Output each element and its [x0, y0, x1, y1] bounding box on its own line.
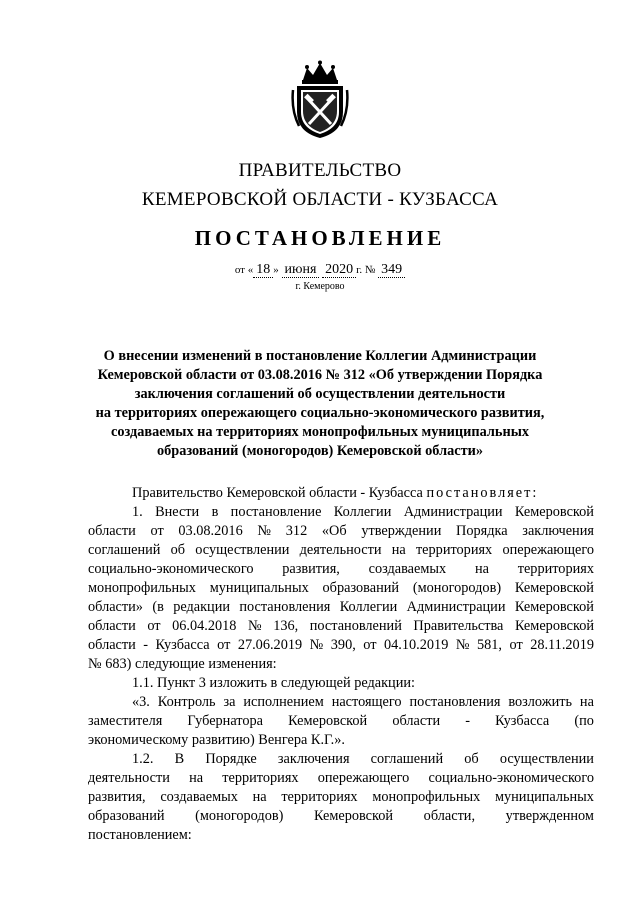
word: Коллегии: [339, 599, 398, 615]
word: территориях: [415, 542, 493, 558]
word: на: [391, 542, 406, 558]
word: (в: [152, 599, 164, 615]
decree-date-line: [0, 262, 640, 278]
word: №: [455, 637, 470, 653]
heading-line: создаваемых на территориях монопрофильных муниципальных: [110, 424, 530, 440]
word: №: [248, 618, 262, 634]
word: монопрофильных: [372, 789, 481, 805]
word: 1.: [132, 504, 143, 520]
word: Кемеровской: [514, 504, 594, 520]
word: -: [143, 637, 149, 653]
word: в: [211, 504, 219, 520]
body-line: [88, 788, 594, 807]
body-line: [88, 522, 594, 541]
word: образований: [322, 580, 400, 596]
body-line: [88, 503, 594, 522]
word: монопрофильных: [88, 580, 196, 596]
body-line: [88, 750, 594, 769]
word: постановление: [230, 504, 322, 520]
word: постановлений: [309, 618, 402, 634]
date-day: 18: [253, 262, 273, 278]
intro-resolves: постановляет: [426, 485, 533, 501]
word: осуществлении: [195, 542, 290, 558]
word: 1.2.: [132, 751, 154, 767]
word: Кемеровской: [514, 580, 594, 596]
word: (по: [574, 713, 594, 729]
word: области: [88, 523, 136, 539]
word: от: [150, 523, 164, 539]
word: деятельности: [88, 770, 170, 786]
word: Кемеровской: [313, 808, 394, 824]
word: Кузбасса: [155, 637, 210, 653]
word: территориях: [222, 770, 299, 786]
word: Кемеровской: [514, 618, 594, 634]
word: утверждении: [361, 523, 442, 539]
word: исполнением: [243, 694, 324, 710]
word: создаваемых: [368, 561, 447, 577]
intro-colon: :: [532, 485, 537, 501]
word: области: [392, 713, 441, 729]
word: 581,: [476, 637, 502, 653]
word: Губернатора: [187, 713, 264, 729]
word: (моногородов): [195, 808, 284, 824]
word: постановления: [409, 694, 501, 710]
word: 136,: [273, 618, 299, 634]
word: настоящего: [331, 694, 402, 710]
word: Кузбасса: [495, 713, 550, 729]
word: «Об: [321, 523, 347, 539]
word: области: [88, 637, 136, 653]
intro-paragraph: [88, 484, 594, 503]
word: Правительства: [413, 618, 504, 634]
intro-text: Правительство Кемеровской области - Кузбасса: [132, 485, 427, 501]
date-close-quote: »: [273, 264, 279, 276]
word: на: [189, 770, 204, 786]
word: 28.11.2019: [530, 637, 594, 653]
body-line: [88, 807, 594, 826]
word: на: [474, 561, 489, 577]
body-line: [88, 598, 594, 617]
decree-number: 349: [378, 262, 405, 278]
kuzbass-coat-of-arms-icon: [291, 60, 349, 140]
word: муниципальных: [494, 789, 594, 805]
word: на: [252, 789, 267, 805]
word: от: [217, 637, 231, 653]
word: заключения: [522, 523, 594, 539]
date-prefix: от «: [234, 264, 254, 276]
word: от: [147, 618, 161, 634]
heading-line: О внесении изменений в постановление Коллегии Администрации: [103, 348, 537, 364]
body-line: [88, 560, 594, 579]
word: деятельности: [299, 542, 382, 558]
word: образований: [88, 808, 165, 824]
body-line: [88, 712, 594, 731]
word: заключения: [277, 751, 350, 767]
word: Порядке: [205, 751, 257, 767]
word: на: [579, 694, 594, 710]
body-line: [88, 579, 594, 598]
word: об: [464, 751, 479, 767]
document-heading: [88, 347, 552, 461]
date-month: июня: [282, 262, 320, 278]
date-year-suffix: г.: [356, 264, 363, 276]
word: социально-экономического: [428, 770, 594, 786]
word: области,: [423, 808, 476, 824]
word: от: [509, 637, 523, 653]
body-line: постановлением:: [88, 827, 192, 843]
heading-line: Кемеровской области от 03.08.2016 № 312 «Об утверждении Порядка: [97, 367, 543, 383]
word: -: [465, 713, 471, 729]
word: 312: [285, 523, 308, 539]
body-line: № 683) следующие изменения:: [88, 656, 277, 672]
word: Администрации: [403, 504, 503, 520]
word: заместителя: [88, 713, 163, 729]
word: 03.08.2016: [178, 523, 243, 539]
word: Кемеровской: [288, 713, 368, 729]
government-name-line1: ПРАВИТЕЛЬСТВО: [238, 160, 402, 181]
word: Кемеровской: [514, 599, 594, 615]
word: 27.06.2019: [237, 637, 303, 653]
heading-line: на территориях опережающего социально-экономического развития,: [95, 405, 545, 421]
word: социально-экономического: [88, 561, 254, 577]
word: развития,: [282, 561, 340, 577]
body-line: 1.1. Пункт 3 изложить в следующей редакции:: [132, 675, 415, 691]
government-name-line2: КЕМЕРОВСКОЙ ОБЛАСТИ - КУЗБАССА: [141, 189, 499, 210]
word: за: [223, 694, 236, 710]
heading-line: образований (моногородов) Кемеровской области»: [156, 443, 483, 459]
body-line: экономическому развитию) Венгера К.Г.».: [88, 732, 345, 748]
word: №: [257, 523, 272, 539]
word: Контроль: [157, 694, 216, 710]
decree-number-prefix: №: [364, 264, 376, 276]
body-line: [88, 541, 594, 560]
word: об: [170, 542, 186, 558]
word: соглашений: [370, 751, 444, 767]
word: редакции: [173, 599, 231, 615]
word: В: [174, 751, 185, 767]
heading-line: заключения соглашений об осуществлении деятельности: [134, 386, 506, 402]
date-year: 2020: [322, 262, 356, 278]
word: 04.10.2019: [384, 637, 449, 653]
word: соглашений: [88, 542, 161, 558]
word: (моногородов): [412, 580, 502, 596]
word: области»: [88, 599, 143, 615]
word: утвержденном: [505, 808, 594, 824]
word: «3.: [132, 694, 150, 710]
word: Коллегии: [333, 504, 392, 520]
word: возложить: [508, 694, 573, 710]
body-line: [88, 617, 594, 636]
word: опережающего: [502, 542, 594, 558]
word: постановления: [239, 599, 331, 615]
body-line: [88, 769, 594, 788]
word: области: [88, 618, 136, 634]
word: Порядка: [456, 523, 508, 539]
word: опережающего: [317, 770, 410, 786]
word: 06.04.2018: [172, 618, 237, 634]
document-body: [88, 484, 594, 845]
word: 390,: [330, 637, 356, 653]
word: территориях: [281, 789, 358, 805]
body-line: [88, 636, 594, 655]
word: территориях: [517, 561, 594, 577]
word: развития,: [88, 789, 146, 805]
word: от: [363, 637, 377, 653]
body-line: [88, 693, 594, 712]
word: №: [309, 637, 324, 653]
word: осуществлении: [499, 751, 594, 767]
word: муниципальных: [209, 580, 309, 596]
word: создаваемых: [160, 789, 238, 805]
word: Внести: [155, 504, 200, 520]
word: Администрации: [406, 599, 506, 615]
decree-type-title: ПОСТАНОВЛЕНИЕ: [194, 226, 446, 250]
city-name: г. Кемерово: [295, 281, 345, 292]
